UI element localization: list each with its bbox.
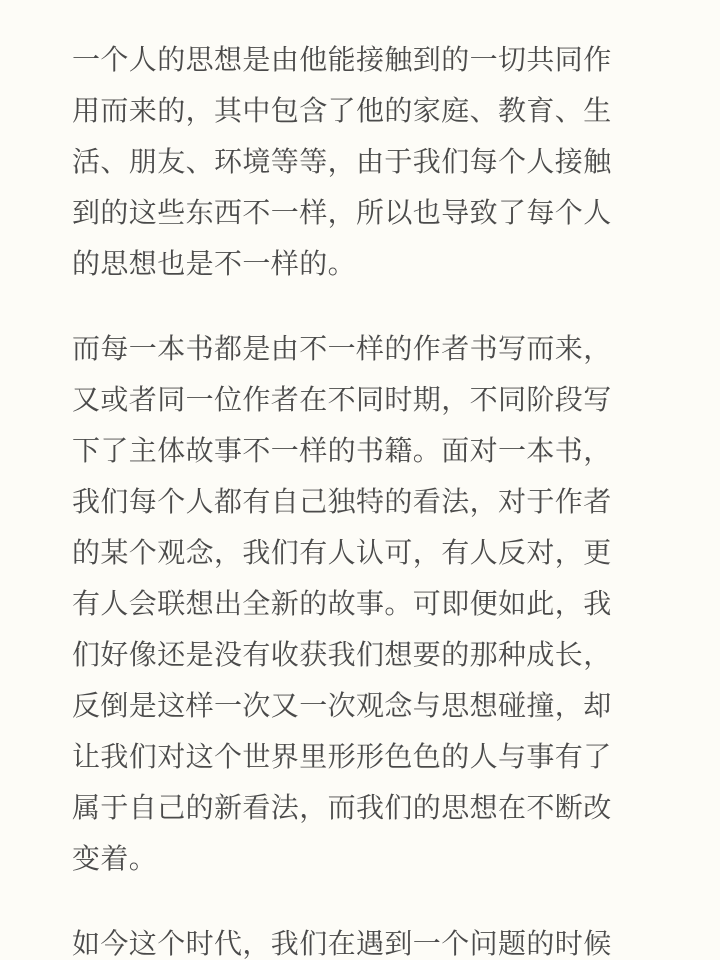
paragraph-1 [72, 34, 720, 289]
text-line: 又或者同一位作者在不同时期，不同阶段写 [72, 383, 612, 416]
text-line: 下了主体故事不一样的书籍。面对一本书， [72, 434, 612, 467]
text-line: 反倒是这样一次又一次观念与思想碰撞，却 [72, 689, 612, 722]
text-line: 属于自己的新看法，而我们的思想在不断改 [72, 791, 612, 824]
text-line: 有人会联想出全新的故事。可即便如此，我 [72, 587, 612, 620]
text-line: 而每一本书都是由不一样的作者书写而来， [72, 332, 612, 365]
paragraph-3 [72, 918, 720, 960]
text-line: 活、朋友、环境等等，由于我们每个人接触 [72, 145, 612, 178]
paragraph-spacer [72, 289, 720, 323]
text-line: 如今这个时代，我们在遇到一个问题的时候 [72, 927, 612, 960]
text-line: 让我们对这个世界里形形色色的人与事有了 [72, 740, 612, 773]
text-line: 用而来的，其中包含了他的家庭、教育、生 [72, 94, 612, 127]
text-line: 一个人的思想是由他能接触到的一切共同作 [72, 43, 612, 76]
text-line: 我们每个人都有自己独特的看法，对于作者 [72, 485, 612, 518]
text-line: 们好像还是没有收获我们想要的那种成长， [72, 638, 612, 671]
paragraph-2 [72, 323, 720, 884]
text-line: 变着。 [72, 842, 158, 875]
text-line: 到的这些东西不一样，所以也导致了每个人 [72, 196, 612, 229]
text-line: 的某个观念，我们有人认可，有人反对，更 [72, 536, 612, 569]
paragraph-spacer [72, 884, 720, 918]
text-line: 的思想也是不一样的。 [72, 247, 357, 280]
